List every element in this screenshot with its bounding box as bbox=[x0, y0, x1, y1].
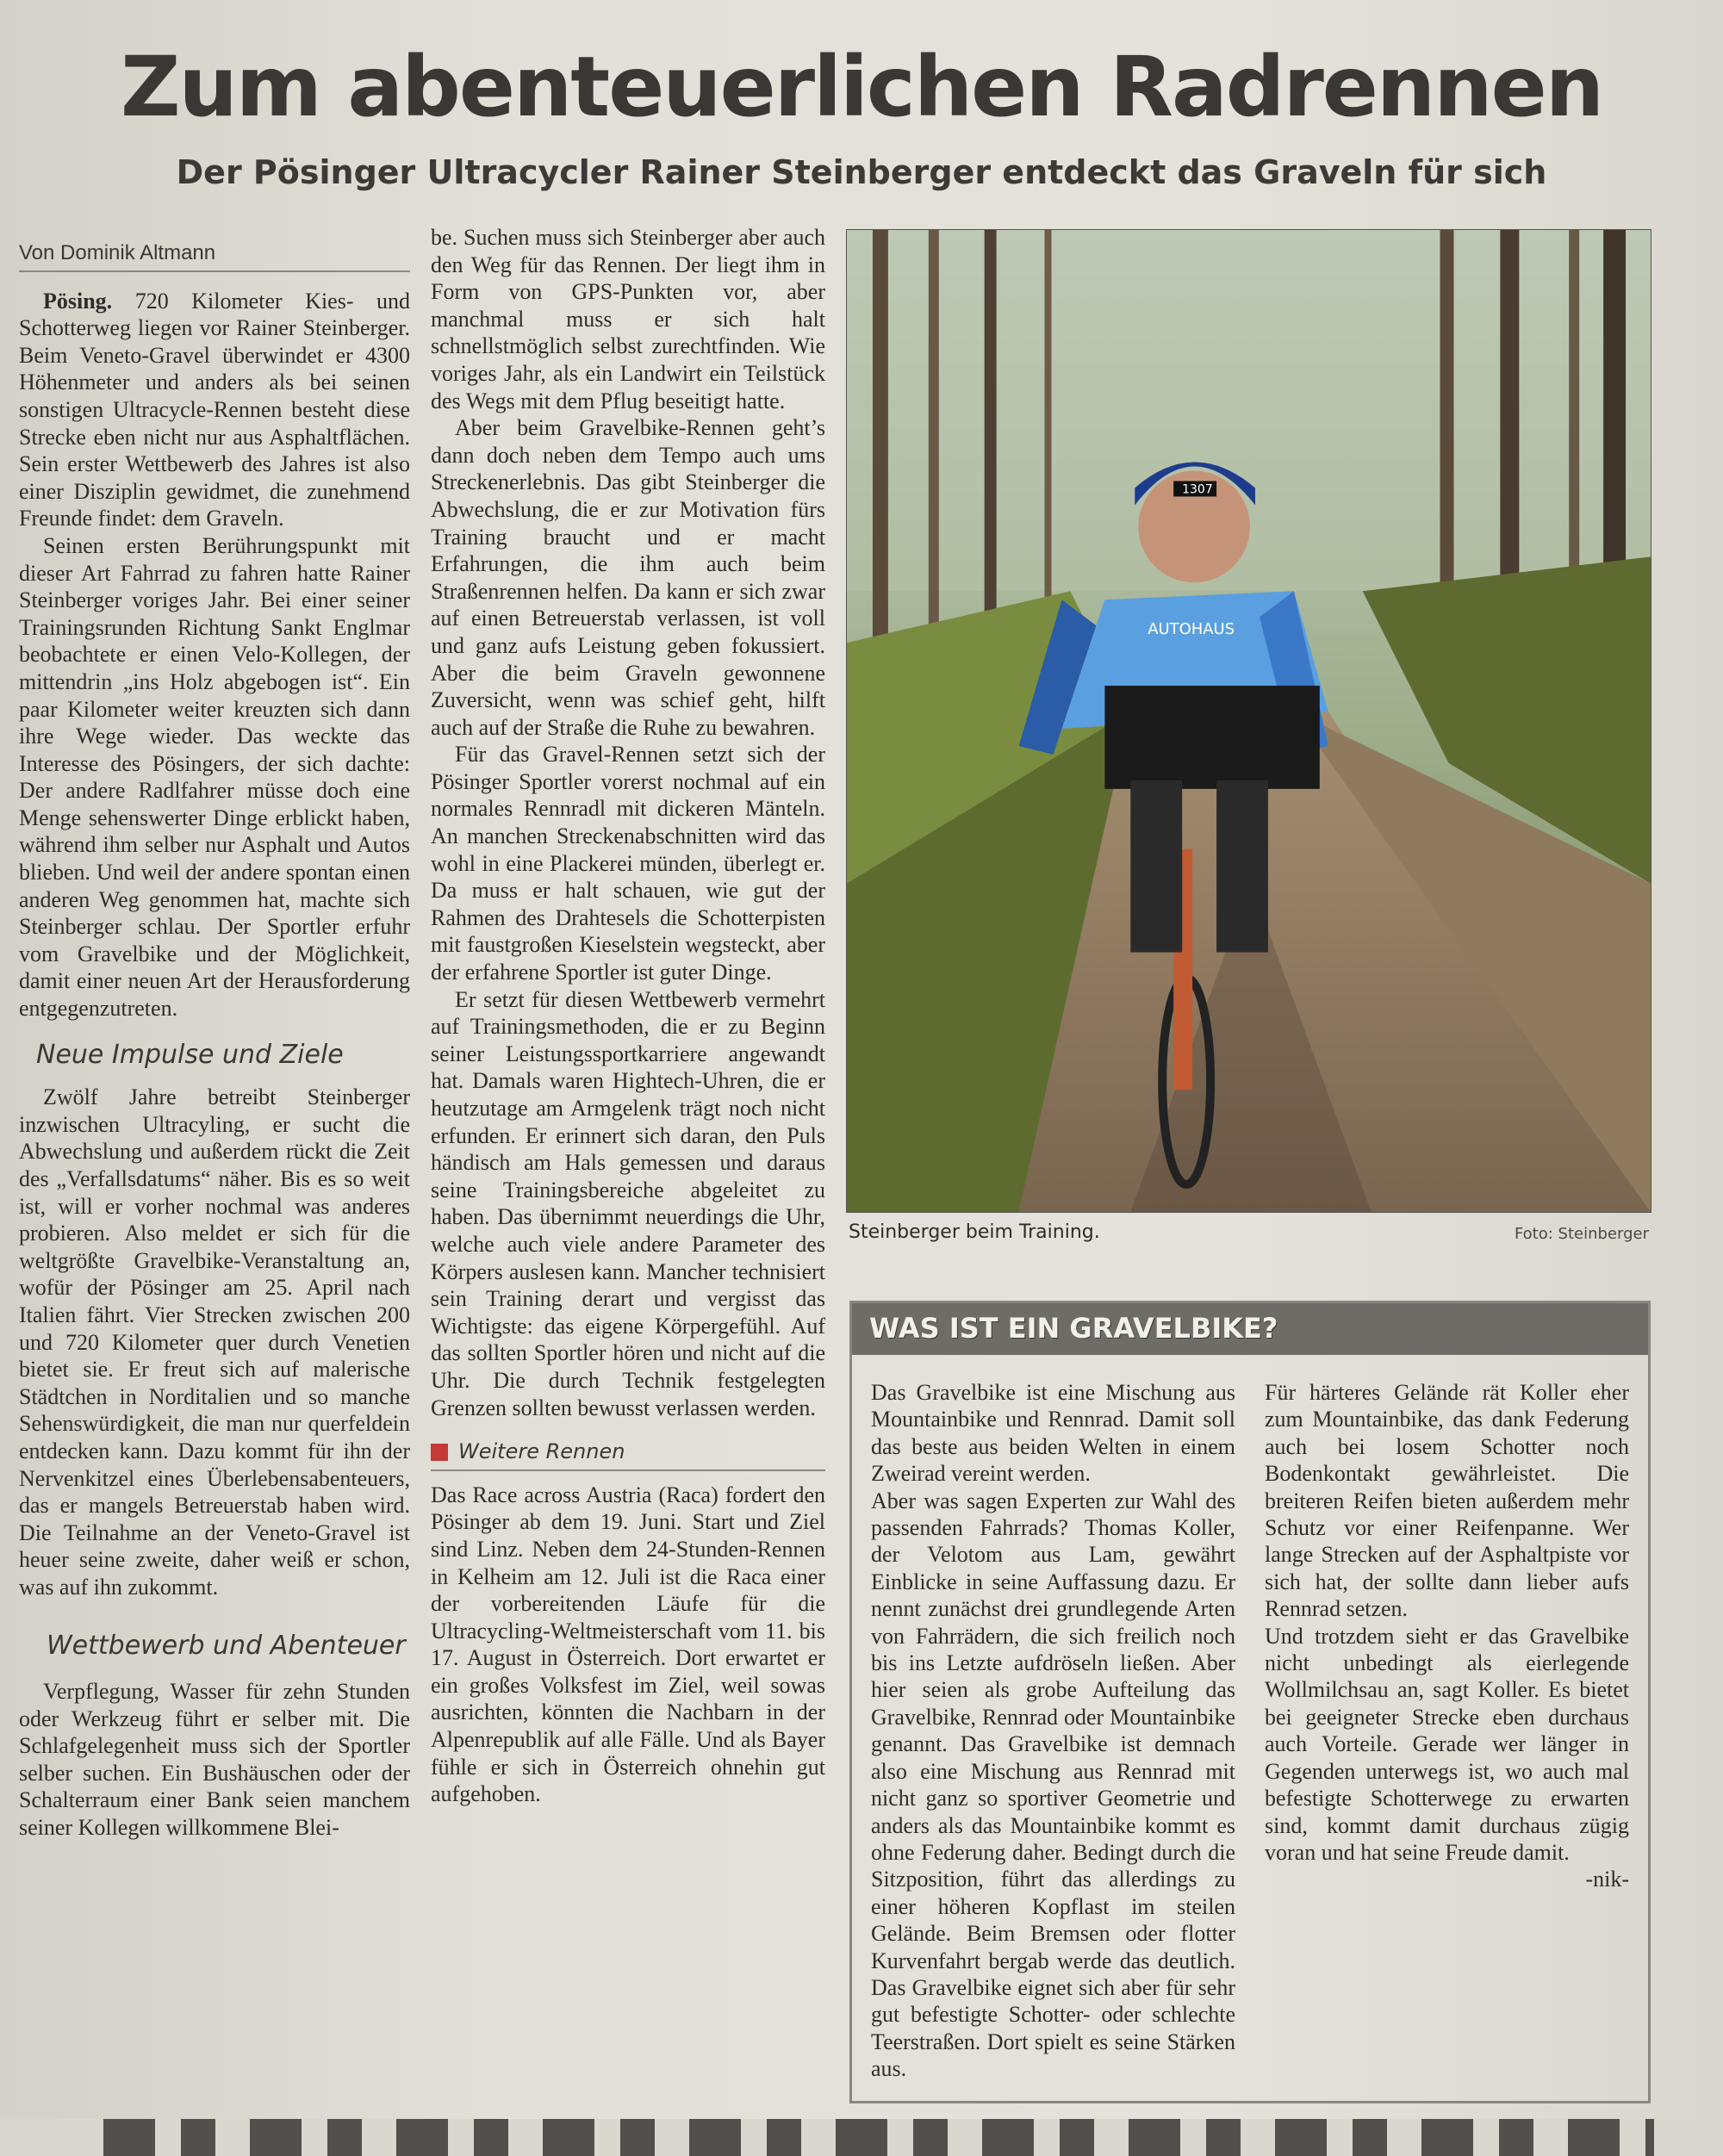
article-paragraph: Das Race across Austria (Raca) fordert den Pösinger ab dem 19. Juni. Start und Ziel sind Linz. Neben dem 24-Stunden-Rennen in Kelheim am 12. Juli ist die Raca einer der vorbereitenden Läufe für die Ultracycling-Weltmeisterschaft vom 11. bis 17. August in Österreich. Dort erwartet er ein großes Volksfest im Ziel, weil sowas ausrichten, könnten die Nachbarn in der Alpenrepublik auf alle Fälle. Und als Bayer fühle er sich in Österreich ohnehin gut aufgehoben. bbox=[431, 1482, 825, 1807]
jersey-text: AUTOHAUS bbox=[1148, 620, 1235, 639]
paragraph-text: 720 Kilometer Kies- und Schotterweg liegen vor Rainer Steinberger. Beim Veneto-Gravel überwindet er 4300 Höhenmeter und anders als bei seinen sonstigen Ultracycle-Rennen besteht diese Strecke eben nicht nur aus Asphaltflächen. Sein erster Wettbewerb des Jahres ist also einer Disziplin gewidmet, die zunehmend Freunde findet: dem Graveln. bbox=[19, 288, 411, 531]
article-paragraph: be. Suchen muss sich Steinberger aber auch den Weg für das Rennen. Der liegt ihm in Form von GPS-Punkten vor, aber manchmal muss er sich halt schnellstmöglich selbst zurechtfinden. Wie voriges Jahr, als ein Landwirt ein Teilstück des Wegs mit dem Pflug beseitigt hatte. bbox=[431, 225, 825, 413]
headline: Zum abenteuerlichen Radrennen bbox=[120, 39, 1603, 135]
author-byline: Von Dominik Altmann bbox=[19, 239, 410, 272]
article-paragraph: Aber beim Gravelbike-Rennen geht’s dann doch neben dem Tempo auch ums Streckenerlebnis. Das gibt Steinberger die Abwechslung, die er zur Motivation fürs Training braucht und er macht Erfahrungen, die ihm auch beim Straßenrennen helfen. Da kann er sich zwar auf einen Betreuerstab verlassen, ist voll und ganz aufs Leistung geben fokussiert. Aber die beim Graveln gewonnene Zuversicht, wenn was schief geht, hilft auch auf der Straße die Ruhe zu bewahren. bbox=[431, 415, 825, 740]
cyclist-photo bbox=[846, 229, 1651, 1213]
red-square-icon bbox=[431, 1444, 448, 1461]
article-paragraph bbox=[19, 288, 410, 532]
photo-illustration bbox=[847, 230, 1651, 1212]
helmet-number: 1307 bbox=[1182, 482, 1213, 497]
infobox bbox=[849, 1301, 1651, 2103]
section-subhead: Wettbewerb und Abenteuer bbox=[47, 1630, 406, 1661]
article-paragraph: Für das Gravel-Rennen setzt sich der Pösinger Sportler vorerst nochmal auf ein normales Rennradl mit dickeren Mänteln. An manchen Streckenabschnitten wird das wohl in eine Plackerei münden, überlegt er. Da muss er halt schauen, wie gut der Rahmen des Drahtesels die Schotterpisten mit faustgroßen Kieselstein wegsteckt, aber der erfahrene Sportler ist guter Dinge. bbox=[431, 742, 825, 985]
infobox-title: WAS IST EIN GRAVELBIKE? bbox=[852, 1303, 1648, 1355]
article-paragraph: Zwölf Jahre betreibt Steinberger inzwischen Ultracyling, er sucht die Abwechslung und außerdem rückt die Zeit des „Verfallsdatums“ näher. Bis es so weit ist, will er vorher nochmal was anderes probieren. Also meldet er sich für die weltgrößte Gravelbike-Veranstaltung an, wofür der Pösinger am 25. April nach Italien fährt. Vier Strecken zwischen 200 und 720 Kilometer quer durch Venetien bietet sie. Er freut sich auf malerische Städtchen in Norditalien und so manche Sehenswürdigkeit, die man nur querfeldein entdecken kann. Dazu kommt für ihn der Nervenkitzel eines Überlebensabenteuers, das er mangels Betreuerstab haben wird. Die Teilnahme an der Veneto-Gravel ist heuer seine zweite, daher weiß er schon, was auf ihn zukommt. bbox=[19, 1084, 410, 1600]
photo-caption: Steinberger beim Training. bbox=[849, 1221, 1100, 1243]
subheadline: Der Pösinger Ultracycler Rainer Steinberger entdeckt das Graveln für sich bbox=[176, 153, 1547, 191]
infobox-paragraph: Das Gravelbike ist eine Mischung aus Mountainbike und Rennrad. Damit soll das beste aus beiden Welten in einem Zweirad vereint werden. bbox=[871, 1380, 1235, 1487]
next-article-headline-fragment bbox=[0, 2119, 1723, 2156]
section-subhead: Neue Impulse und Ziele bbox=[36, 1039, 344, 1070]
cut-off-headline bbox=[103, 2119, 1654, 2156]
dateline: Pösing. bbox=[43, 288, 113, 314]
side-label bbox=[431, 1438, 825, 1471]
photo-credit: Foto: Steinberger bbox=[1514, 1225, 1649, 1243]
article-column-2 bbox=[431, 224, 825, 1808]
article-paragraph: Verpflegung, Wasser für zehn Stunden oder Werkzeug führt er selber mit. Die Schlafgelegenheit muss sich der Sportler selber suchen. Ein Bushäuschen oder der Schalterraum einer Bank seien manchem seiner Kollegen willkommene Blei- bbox=[19, 1679, 410, 1841]
infobox-paragraph: Für härteres Gelände rät Koller eher zum Mountainbike, das dank Federung auch bei losem Schotter noch Bodenkontakt gewährleistet. Die breiteren Reifen bieten außerdem mehr Schutz vor einer Reifenpanne. Wer lange Strecken auf der Asphaltpiste vor sich hat, der sollte dann lieber aufs Rennrad setzen. bbox=[1265, 1380, 1629, 1622]
side-label-text: Weitere Rennen bbox=[458, 1439, 625, 1464]
infobox-body bbox=[871, 1379, 1629, 2094]
infobox-paragraph: Und trotzdem sieht er das Gravelbike nicht unbedingt als eierlegende Wollmilchsau an, sagt Koller. Es bietet bei geeigneter Strecke eben durchaus auch Vorteile. Gerade wer länger in Gegenden unterwegs ist, wo auch mal befestigte Schotterwege zu erwarten sind, kommt damit durchaus zügig voran und hat seine Freude damit. bbox=[1265, 1623, 1629, 1865]
infobox-paragraph: Aber was sagen Experten zur Wahl des passenden Fahrrads? Thomas Koller, der Velotom aus Lam, gewährt Einblicke in seine Auffassung dazu. Er nennt zunächst drei grundlegende Arten von Fahrrädern, die sich freilich noch bis ins Letzte aufdröseln ließen. Aber hier seien als grobe Aufteilung das Gravelbike, Rennrad oder Mountainbike genannt. Das Gravelbike ist demnach also eine Mischung aus Rennrad mit nicht ganz so sportiver Geometrie und anders als das Mountainbike kommt es ohne Federung daher. Bedingt durch die Sitzposition, führt das allerdings zu einer höheren Kopflast im steilen Gelände. Beim Bremsen oder flotter Kurvenfahrt bergab werde das deutlich. Das Gravelbike eignet sich aber für sehr gut befestigte Schotter- oder schlechte Teerstraßen. Dort spielt es seine Stärken aus. bbox=[871, 1488, 1235, 2082]
article-column-1 bbox=[19, 239, 410, 1842]
article-paragraph: Er setzt für diesen Wettbewerb vermehrt auf Trainingsmethoden, die er zu Beginn seiner Leistungssportkarriere angewandt hat. Damals waren Hightech-Uhren, die er heutzutage am Armgelenk trägt noch nicht erfunden. Er erinnert sich daran, den Puls händisch am Hals gemessen und daraus seine Trainingsbereiche abgeleitet zu haben. Das übernimmt neuerdings die Uhr, welche auch viele andere Parameter des Körpers auslesen kann. Mancher technisiert sein Training derart und vergisst das Wichtigste: das eigene Körpergefühl. Auf das sollten Sportler hören und nicht auf die Uhr. Die durch Technik festgelegten Grenzen sollten bewusst verlassen werden. bbox=[431, 986, 825, 1420]
infobox-signature: -nik- bbox=[1585, 1867, 1629, 1892]
article-paragraph: Seinen ersten Berührungspunkt mit dieser Art Fahrrad zu fahren hatte Rainer Steinberger voriges Jahr. Bei einer seiner Trainingsrunden Richtung Sankt Englmar beobachtete er einen Velo-Kollegen, der mittendrin „ins Holz abgebogen ist“. Ein paar Kilometer weiter kreuzten sich dann ihre Wege wieder. Das weckte das Interesse des Pösingers, der sich dachte: Der andere Radlfahrer müsse doch eine Menge sehenswerter Dinge erblickt haben, während ihm selber nur Asphalt und Autos blieben. Und weil der andere spontan einen anderen Weg genommen hat, machte sich Steinberger schlau. Der Sportler erfuhr vom Gravelbike und der Möglichkeit, damit einer neuen Art der Herausforderung entgegenzutreten. bbox=[19, 532, 410, 1022]
